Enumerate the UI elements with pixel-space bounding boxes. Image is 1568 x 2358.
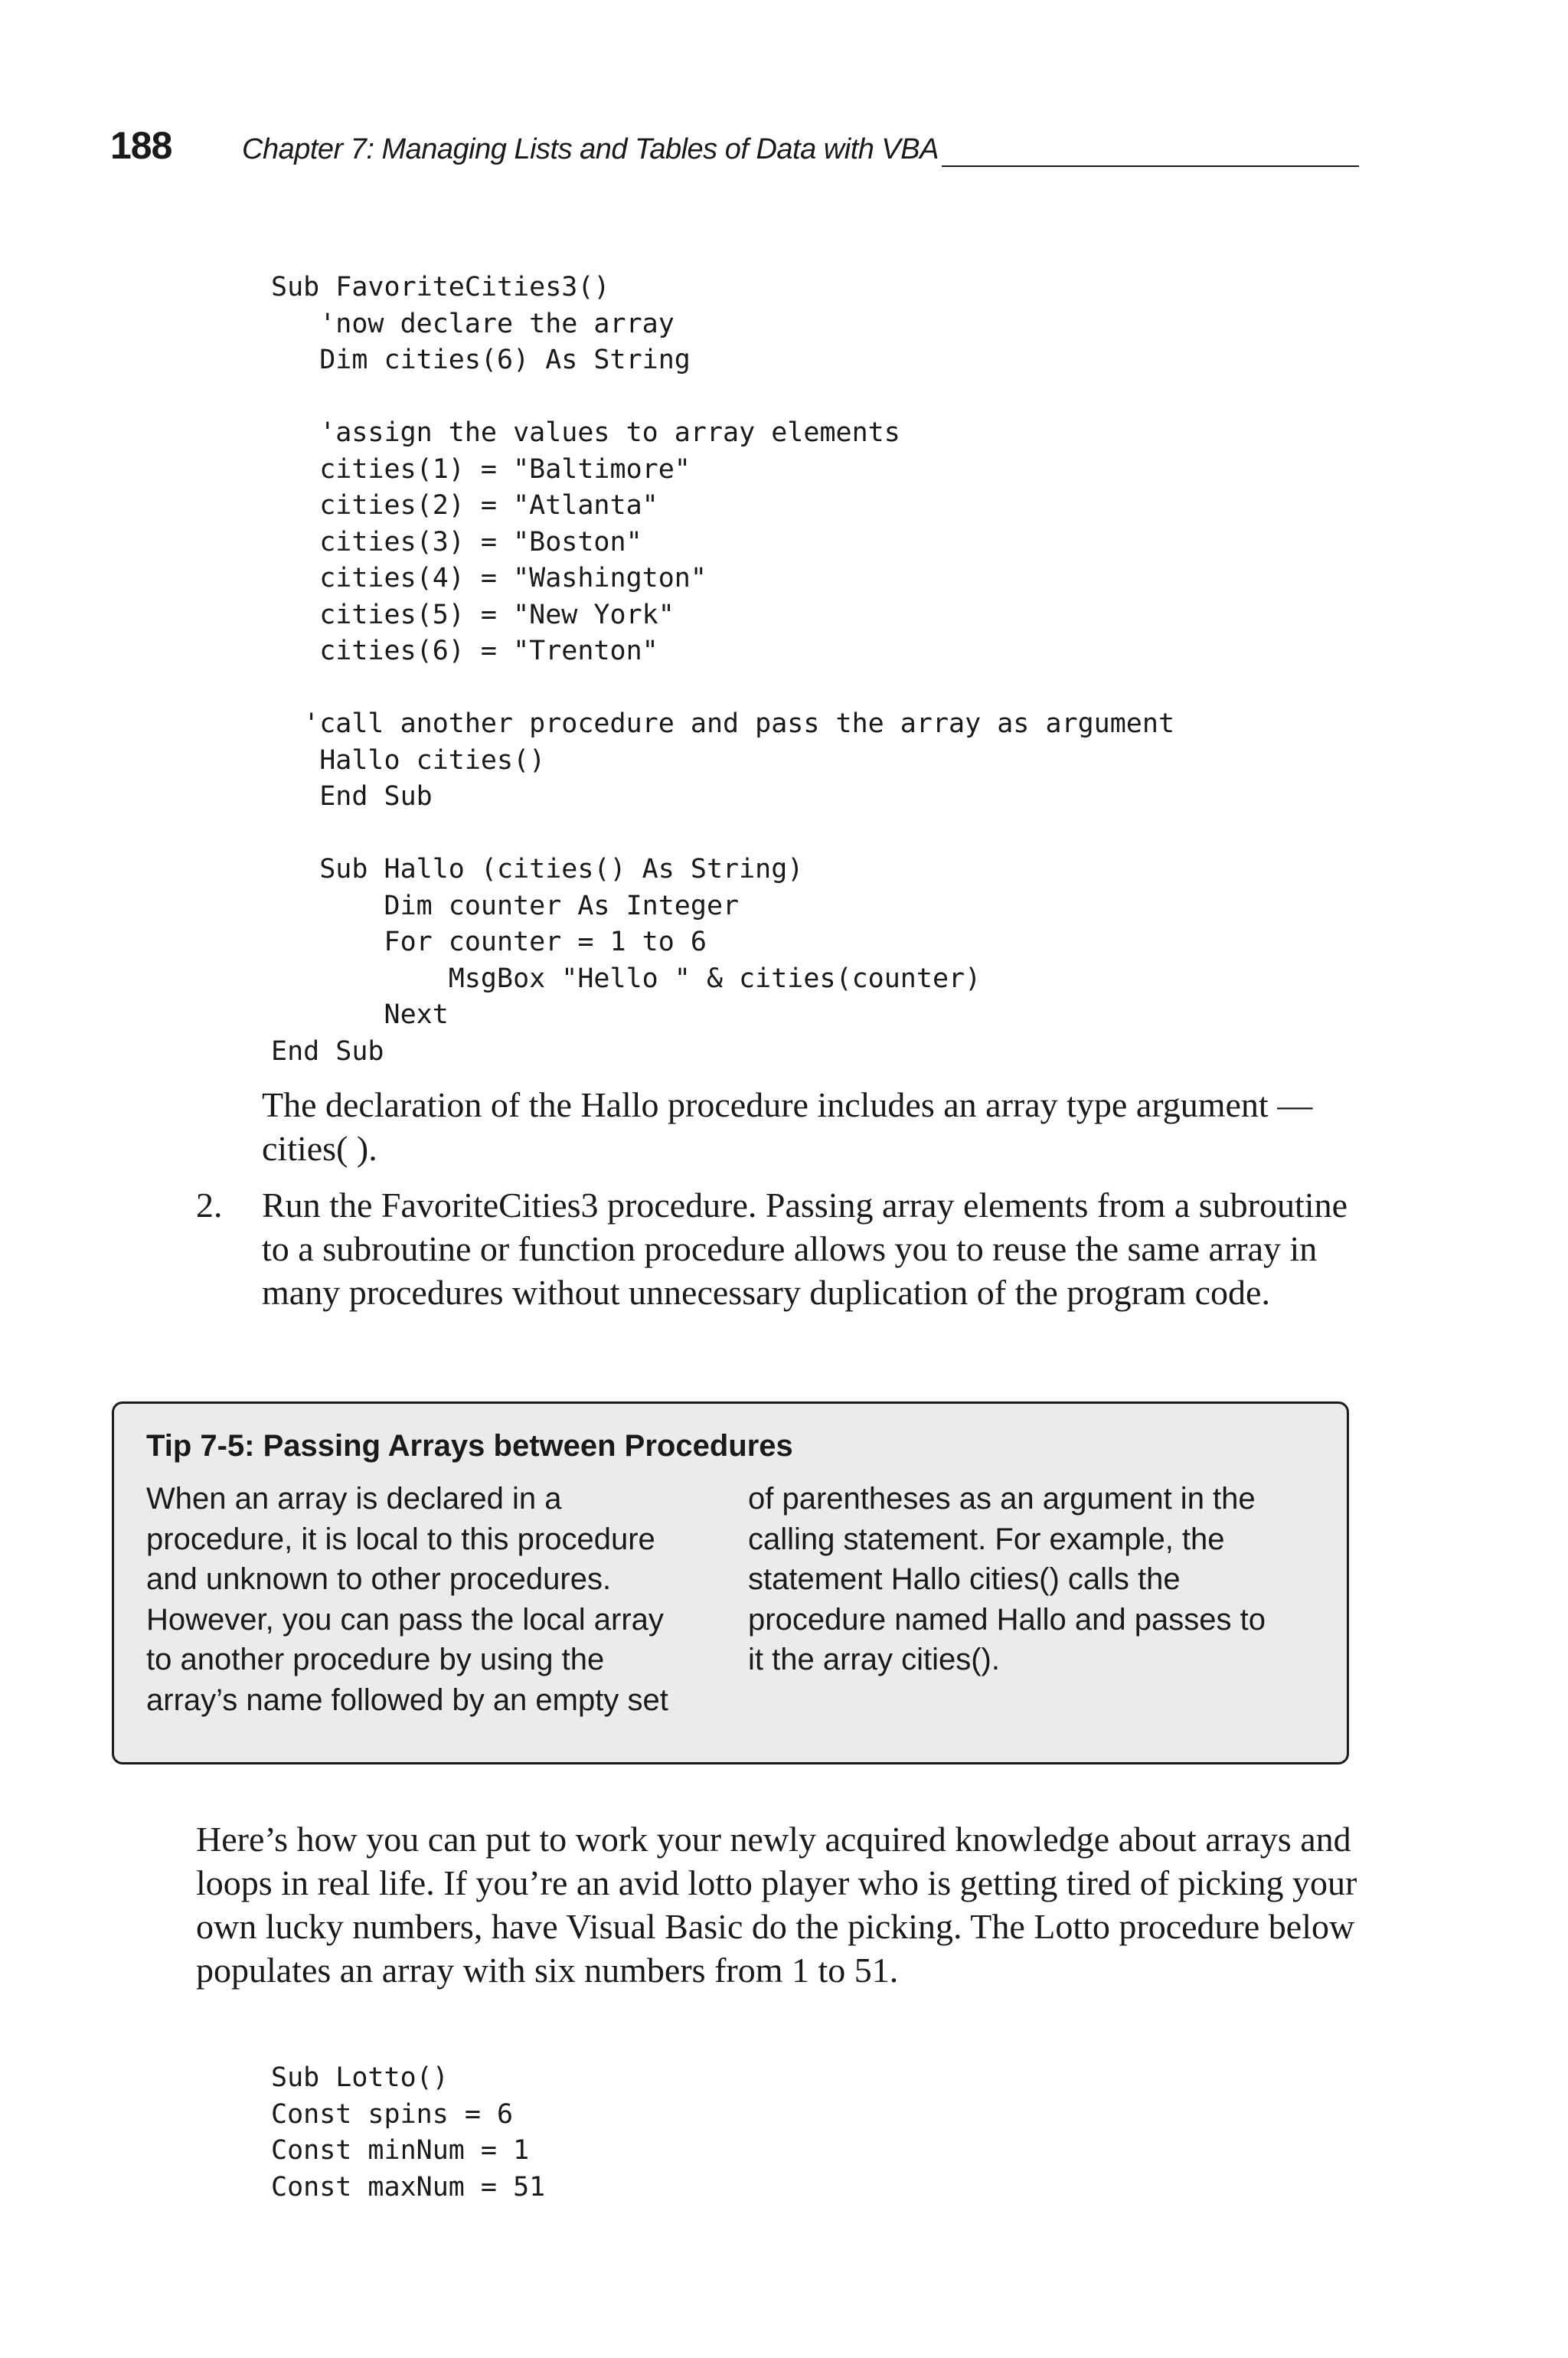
page-number: 188	[110, 124, 172, 167]
tip-line: However, you can pass the local array	[146, 1602, 664, 1637]
tip-line: calling statement. For example, the	[748, 1522, 1225, 1556]
tip-line: When an array is declared in a	[146, 1482, 562, 1516]
tip-column-right	[748, 1479, 1266, 1680]
paragraph-hallo-declaration: The declaration of the Hallo procedure includes an array type argument —cities( ).	[262, 1085, 1313, 1168]
code-block-favorite-cities: Sub FavoriteCities3() 'now declare the array Dim cities(6) As String 'assign the values to array elements cities(1) = "Baltimore" cities(2) = "Atlanta" cities(3) = "Boston" cities(4) = "Washington" cities(5) = "New York" cities(6) = "Trenton" 'call another procedure and pass the array as argument Hallo cities() End Sub Sub Hallo (cities() As String) Dim counter As Integer For counter = 1 to 6 MsgBox "Hello " & cities(counter) Next End Sub	[271, 272, 1175, 1067]
tip-title: Tip 7-5: Passing Arrays between Procedures	[146, 1429, 793, 1463]
step-run-procedure: Run the FavoriteCities3 procedure. Passing array elements from a subroutine to a subroutine or function procedure allows you to reuse the same array in many procedures without unnecessary duplication of the program code.	[262, 1186, 1348, 1312]
tip-column-left	[146, 1479, 668, 1720]
tip-line: to another procedure by using the	[146, 1643, 605, 1676]
step-marker: 2.	[196, 1186, 223, 1225]
tip-box	[112, 1401, 1349, 1764]
paragraph-lotto-intro: Here’s how you can put to work your newly acquired knowledge about arrays and loops in real life. If you’re an avid lotto player who is getting tired of picking your own lucky numbers, have Visual Basic do the picking. The Lotto procedure below populates an array with six numbers from 1 to 51.	[196, 1820, 1357, 1990]
tip-line: array’s name followed by an empty set	[146, 1683, 668, 1717]
tip-line: and unknown to other procedures.	[146, 1562, 612, 1596]
code-block-lotto: Sub Lotto() Const spins = 6 Const minNum = 1 Const maxNum = 51	[271, 2062, 546, 2203]
tip-line: statement Hallo cities() calls the	[748, 1562, 1181, 1596]
tip-line: it the array cities().	[748, 1643, 1000, 1676]
page-header	[110, 123, 1358, 184]
chapter-title: Chapter 7: Managing Lists and Tables of Data with VBA	[242, 133, 939, 165]
tip-line: procedure named Hallo and passes to	[748, 1602, 1266, 1637]
tip-line: procedure, it is local to this procedure	[146, 1522, 655, 1556]
tip-line: of parentheses as an argument in the	[748, 1482, 1256, 1516]
header-rule	[942, 165, 1359, 167]
